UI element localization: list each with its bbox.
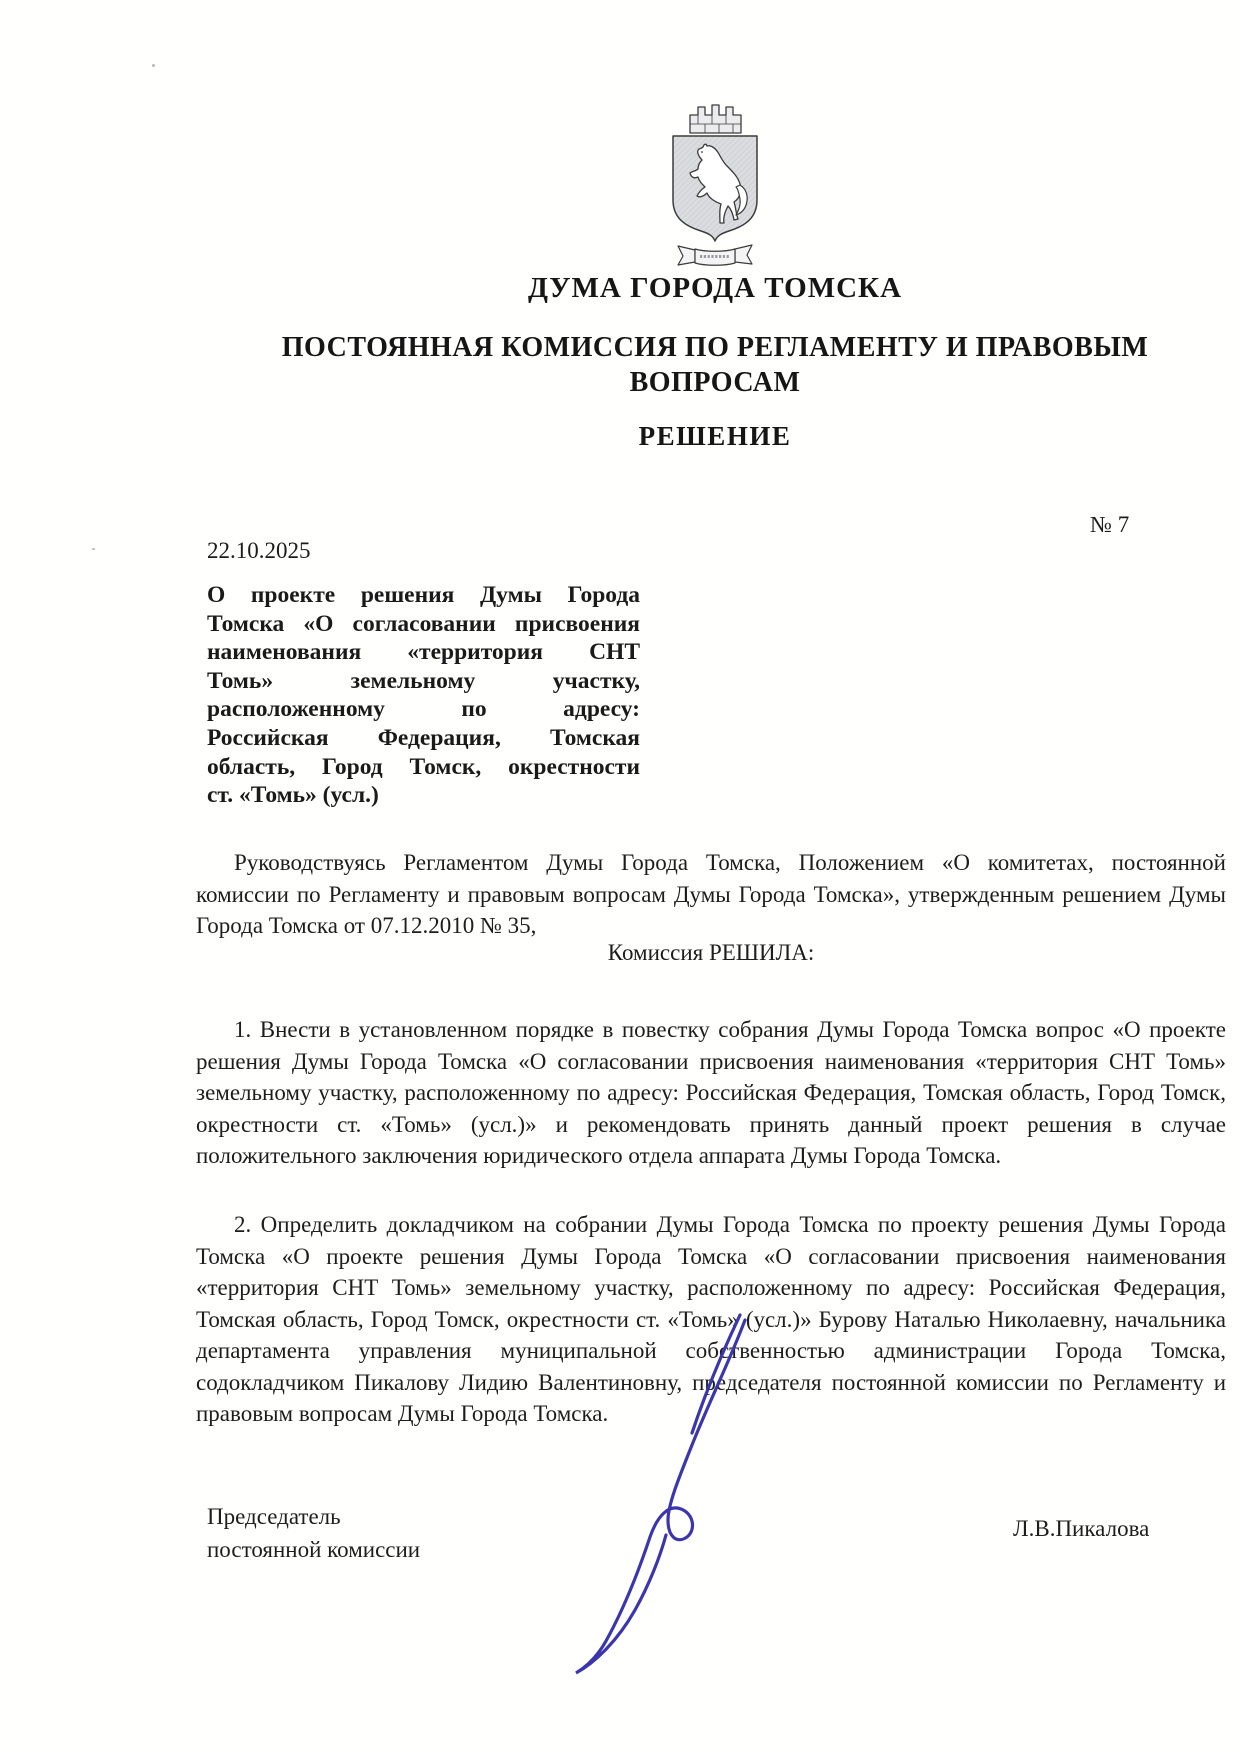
shield-icon — [673, 136, 757, 241]
subject-line: расположенному по адресу: — [207, 696, 640, 723]
commission-title-line1: ПОСТОЯННАЯ КОМИССИЯ ПО РЕГЛАМЕНТУ И ПРАВОВЫМ — [281, 332, 1149, 363]
resolution-item-1: 1. Внести в установленном порядке в повестку собрания Думы Города Томска вопрос «О проекте решения Думы Города Томска «О согласовании присвоения наименования «территория СНТ Томь» земельному участку, расположенному по адресу: Российская Федерация, Томская область, Город Томск, окрестности ст. «Томь» (усл.)» и рекомендовать принять данный проект решения в случае положительного заключения юридического отдела аппарата Думы Города Томска. — [196, 1017, 1226, 1168]
signer-position — [207, 1500, 420, 1566]
organization-title: ДУМА ГОРОДА ТОМСКА — [527, 272, 903, 304]
commission-title — [145, 330, 1240, 400]
signer-position-line1: Председатель — [207, 1504, 341, 1529]
subject-line: ст. «Томь» (усл.) — [207, 782, 379, 809]
resolution-heading: Комиссия РЕШИЛА: — [607, 940, 815, 965]
ribbon-icon — [678, 245, 752, 265]
handwritten-signature — [540, 1305, 770, 1690]
document-number: № 7 — [1090, 512, 1130, 537]
subject-line: наименования «территория СНТ — [207, 639, 640, 666]
commission-title-line2: ВОПРОСАМ — [629, 367, 801, 398]
preamble-paragraph: Руководствуясь Регламентом Думы Города Томска, Положением «О комитетах, постоянной комиссии по Регламенту и правовым вопросам Думы Города Томска», утвержденным решением Думы Города Томска от 07.12.2010 № 35, — [196, 850, 1226, 938]
subject-line: область, Город Томск, окрестности — [207, 753, 640, 780]
subject-line: О проекте решения Думы Города — [207, 582, 640, 608]
document-subject — [207, 581, 640, 810]
subject-line: Томска «О согласовании присвоения — [207, 610, 640, 637]
subject-line: Томь» земельному участку, — [207, 667, 640, 694]
document-date: 22.10.2025 — [207, 538, 311, 563]
tomsk-coat-of-arms-icon — [665, 100, 765, 270]
document-type-heading: РЕШЕНИЕ — [638, 421, 792, 451]
signer-name: Л.В.Пикалова — [1013, 1516, 1150, 1541]
resolution-item-2: 2. Определить докладчиком на собрании Думы Города Томска по проекту решения Думы Города Томска «О проекте решения Думы Города Томска «О согласовании присвоения наименования «территория СНТ Томь» земельному участку, расположенному по адресу: Российская Федерация, Томская область, Город Томск, окрестности ст. «Томь» (усл.)» Бурову Наталью Николаевну, начальника департамента управления муниципальной собственностью администрации Города Томска, содокладчиком Пикалову Лидию Валентиновну, председателя постоянной комиссии по Регламенту и правовым вопросам Думы Города Томска. — [196, 1212, 1226, 1426]
scan-speck — [92, 548, 95, 550]
subject-line: Российская Федерация, Томская — [207, 724, 640, 751]
crown-icon — [690, 105, 741, 133]
scan-speck — [152, 64, 155, 67]
signer-position-line2: постоянной комиссии — [207, 1537, 421, 1562]
